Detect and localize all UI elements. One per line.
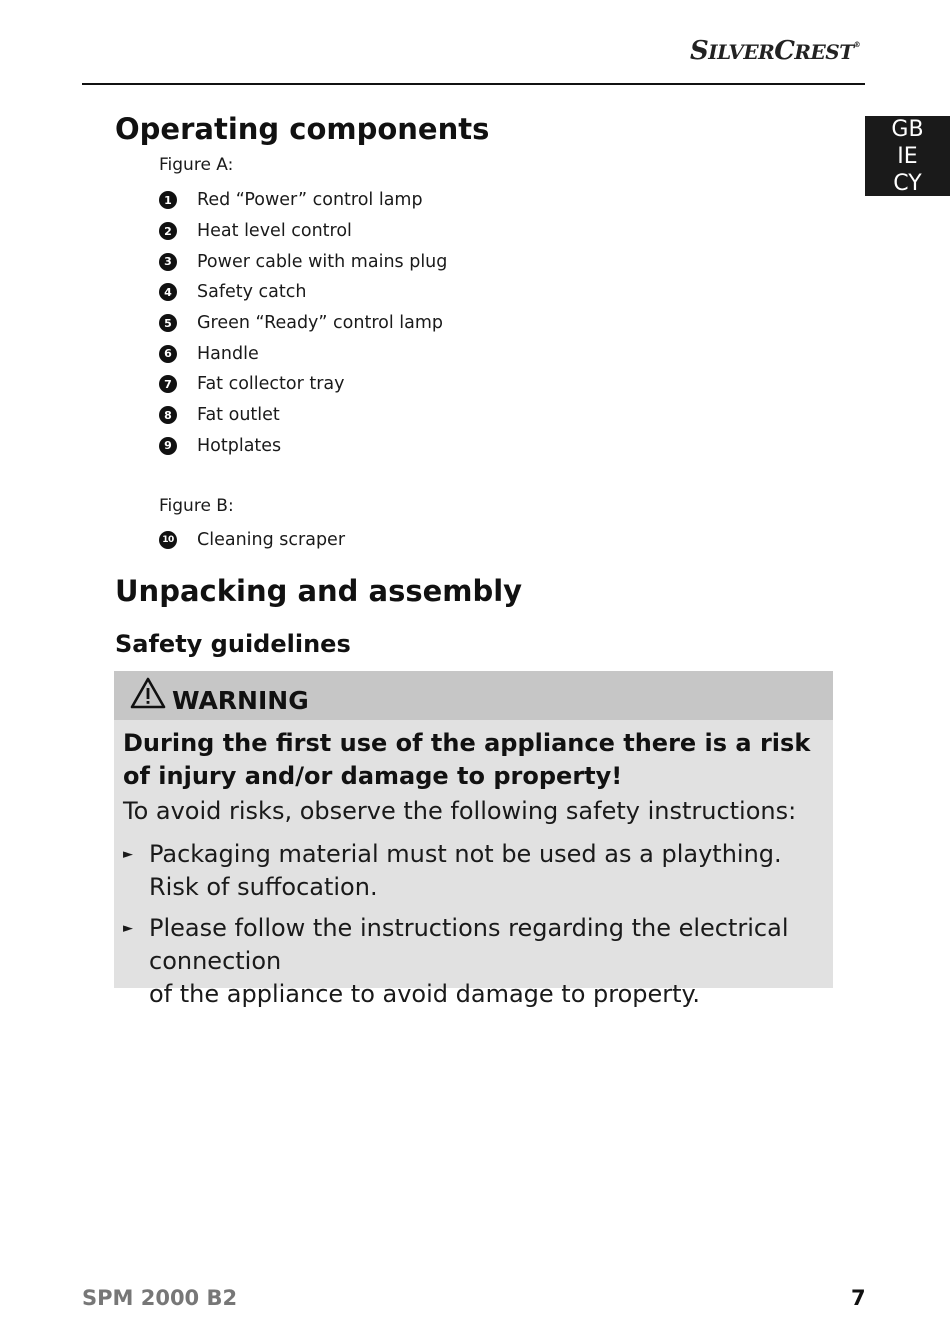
warning-intro: To avoid risks, observe the following safety instructions: <box>123 797 797 825</box>
warning-header <box>114 671 833 720</box>
component-label: Green “Ready” control lamp <box>197 313 444 334</box>
warning-bullet <box>123 912 823 1011</box>
component-label: Cleaning scraper <box>197 530 346 551</box>
list-item <box>159 400 447 431</box>
number-badge: 1 <box>159 191 177 209</box>
page-number: 7 <box>851 1286 866 1310</box>
list-item <box>159 338 447 369</box>
component-label: Fat collector tray <box>197 374 345 395</box>
component-label: Heat level control <box>197 221 352 242</box>
bullet-text: of the appliance to avoid damage to property. <box>149 980 700 1008</box>
component-label: Handle <box>197 343 259 364</box>
list-item <box>159 216 447 247</box>
language-code: CY <box>893 171 922 196</box>
bullet-arrow-icon: ► <box>123 847 133 862</box>
list-item <box>159 525 345 556</box>
number-badge: 9 <box>159 437 177 455</box>
component-label: Red “Power” control lamp <box>197 190 423 211</box>
warning-risk-statement: During the first use of the appliance there is a risk of injury and/or damage to property! <box>123 729 811 790</box>
figure-a-component-list <box>159 185 447 461</box>
list-item <box>159 369 447 400</box>
number-badge: 8 <box>159 406 177 424</box>
component-label: Fat outlet <box>197 405 280 426</box>
number-badge: 5 <box>159 314 177 332</box>
language-code: GB <box>891 117 924 142</box>
warning-heading: WARNING <box>172 686 309 715</box>
list-item <box>159 308 447 339</box>
number-badge: 7 <box>159 375 177 393</box>
language-code: IE <box>897 144 918 169</box>
number-badge: 2 <box>159 222 177 240</box>
figure-b-component-list <box>159 525 345 556</box>
number-badge: 6 <box>159 345 177 363</box>
bullet-text: Risk of suffocation. <box>149 873 378 901</box>
brand-logo: SILVERCREST® <box>690 36 861 66</box>
component-label: Power cable with mains plug <box>197 251 448 272</box>
component-label: Safety catch <box>197 282 307 303</box>
list-item <box>159 246 447 277</box>
footer-model-number: SPM 2000 B2 <box>82 1286 238 1310</box>
section-title-operating-components: Operating components <box>115 112 490 146</box>
subsection-title-safety: Safety guidelines <box>115 630 351 658</box>
bullet-arrow-icon: ► <box>123 921 133 936</box>
list-item <box>159 277 447 308</box>
number-badge: 4 <box>159 283 177 301</box>
bullet-text: Packaging material must not be used as a plaything. <box>149 840 782 868</box>
number-badge: 10 <box>159 531 177 549</box>
warning-triangle-icon <box>130 677 166 709</box>
number-badge: 3 <box>159 253 177 271</box>
warning-bullet <box>123 838 823 904</box>
bullet-text: Please follow the instructions regarding the electrical connection <box>149 914 789 975</box>
figure-b-label: Figure B: <box>159 496 234 516</box>
component-label: Hotplates <box>197 435 282 456</box>
list-item <box>159 431 447 462</box>
language-tab <box>865 116 950 196</box>
warning-box <box>114 671 833 1008</box>
section-title-unpacking: Unpacking and assembly <box>115 574 523 608</box>
list-item <box>159 185 447 216</box>
figure-a-label: Figure A: <box>159 155 234 175</box>
header-divider <box>82 83 865 85</box>
